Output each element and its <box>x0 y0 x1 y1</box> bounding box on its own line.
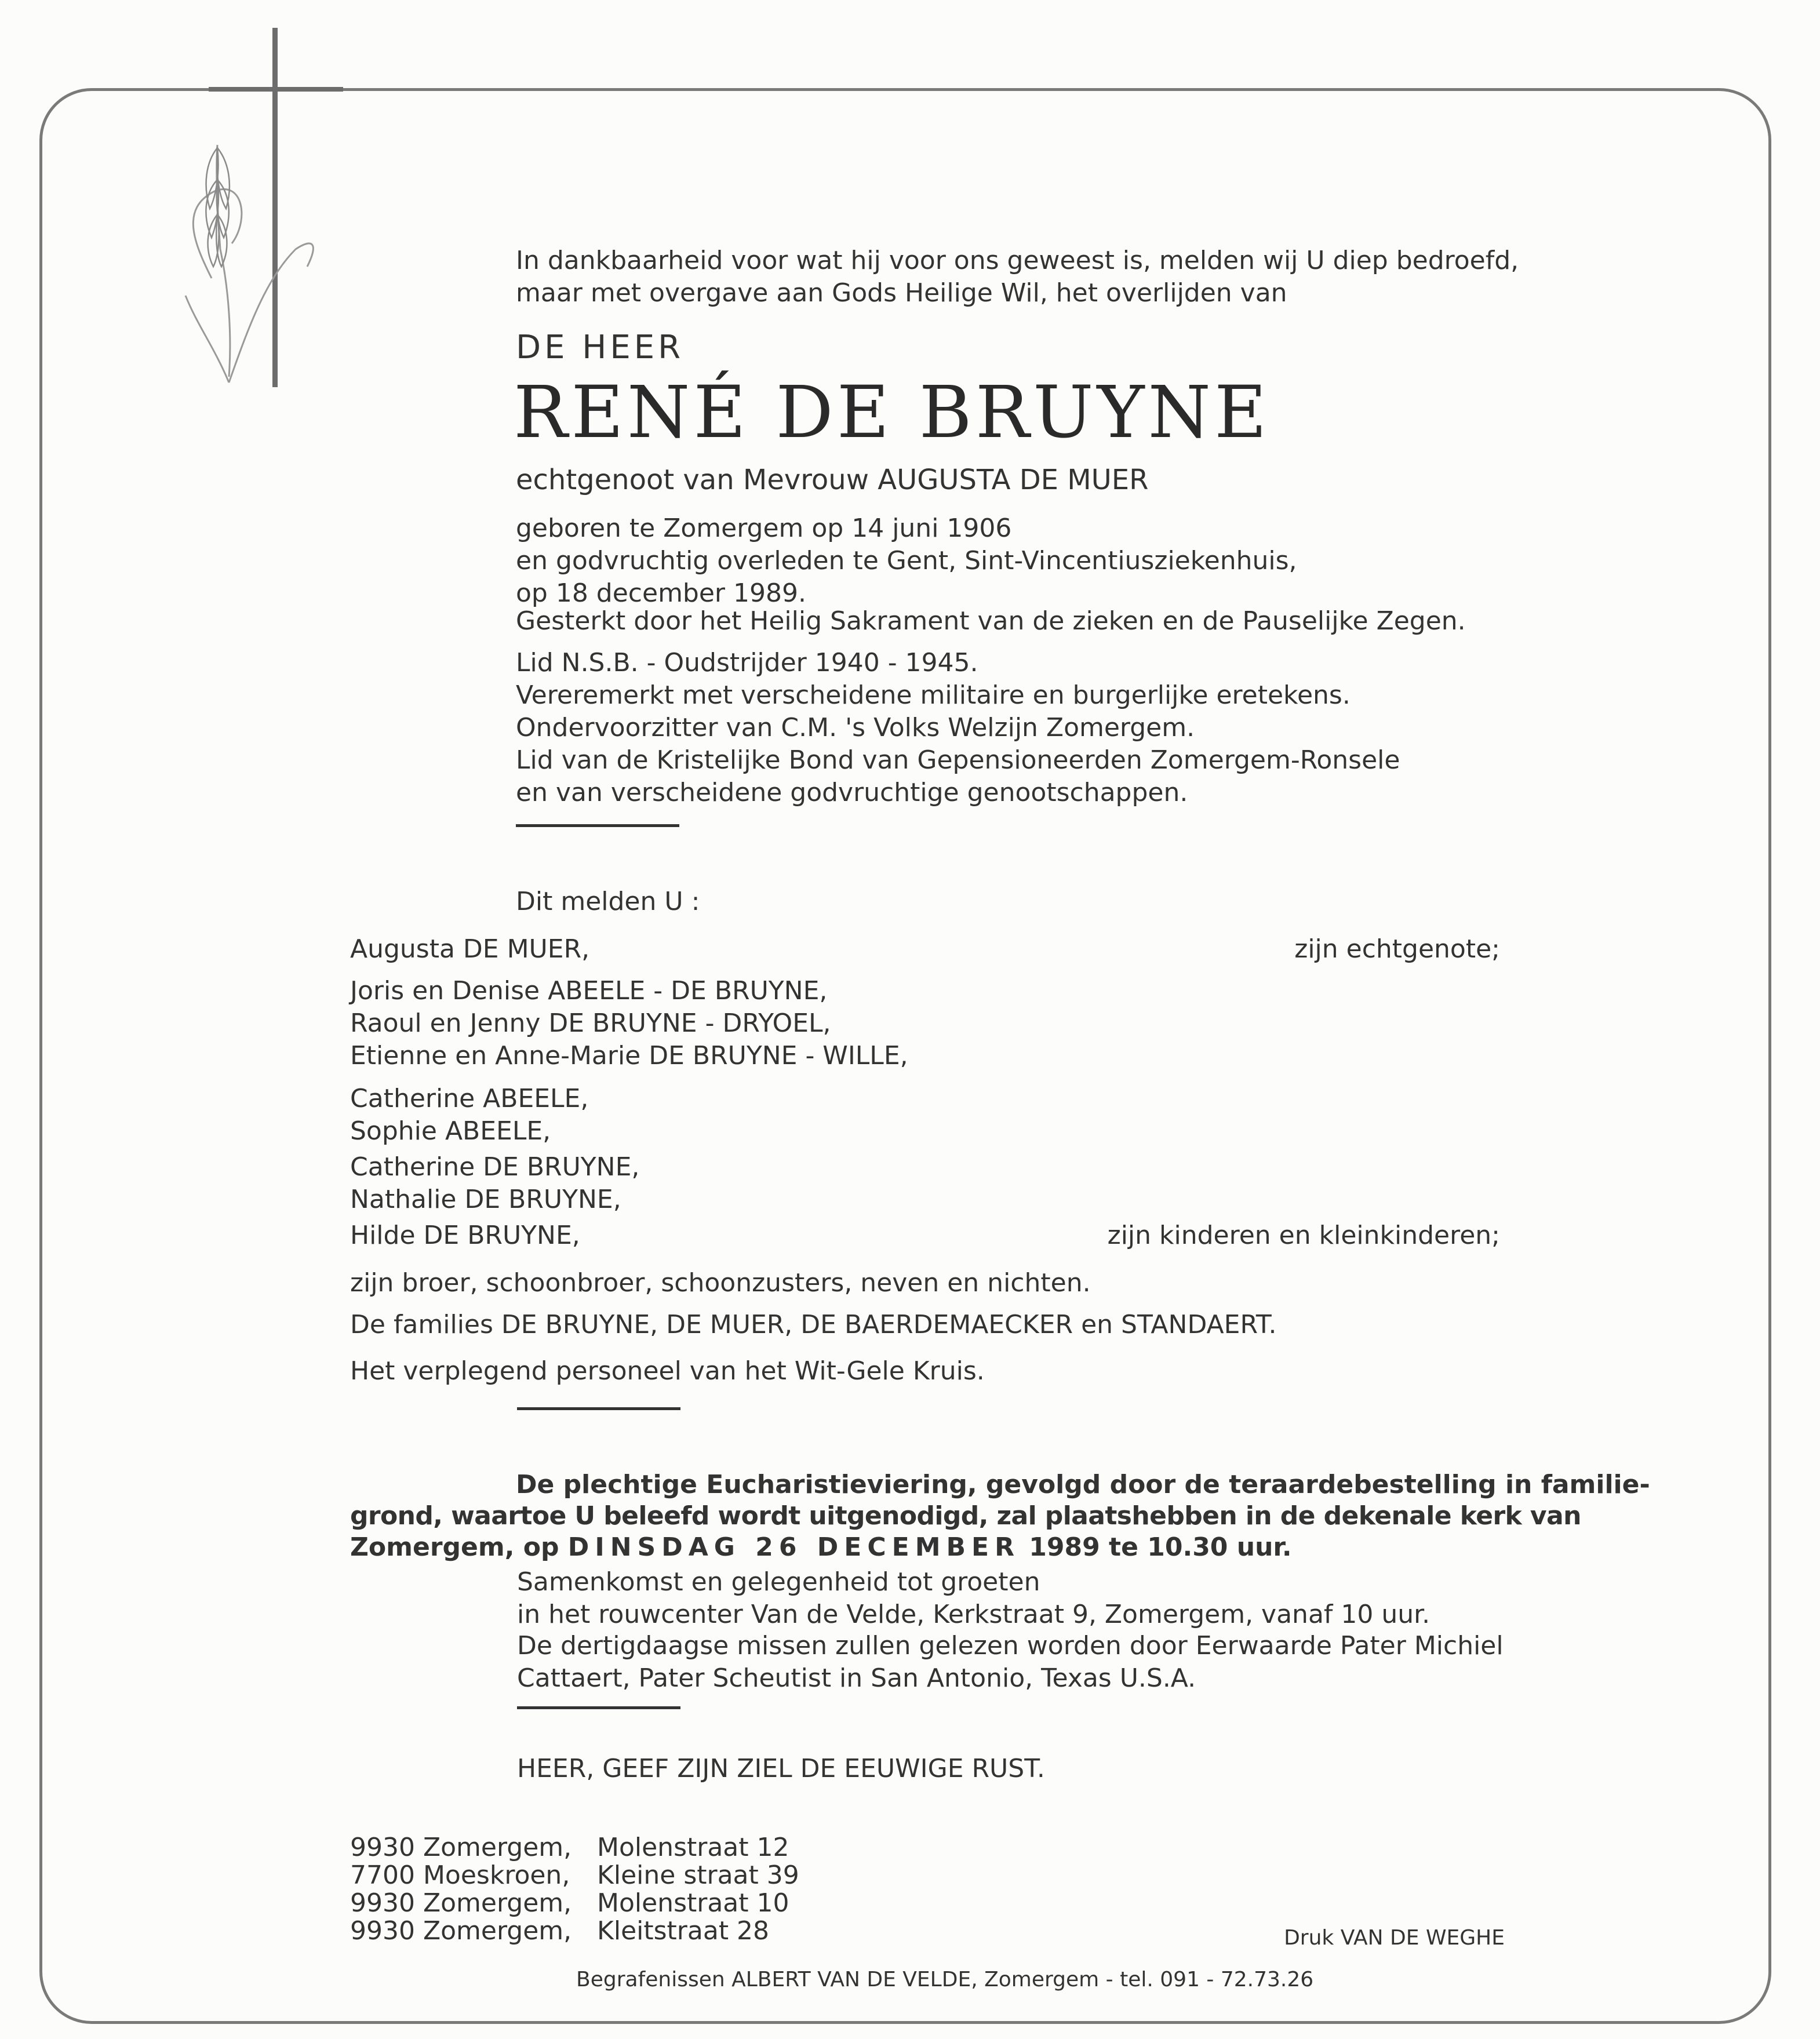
spouse-relation: zijn echtgenote; <box>1294 934 1500 964</box>
address-city-1: 9930 Zomergem, <box>350 1833 572 1862</box>
ceremony-suffix: 1989 te 10.30 uur. <box>1020 1532 1292 1562</box>
intro-line-2: maar met overgave aan Gods Heilige Wil, het overlijden van <box>516 278 1287 308</box>
sacrament-line: Gesterkt door het Heilig Sakrament van de zieken en de Pauselijke Zegen. <box>516 606 1466 636</box>
birth-death-block <box>516 512 1297 610</box>
relatives-line: zijn broer, schoonbroer, schoonzusters, neven en nichten. <box>350 1268 1091 1298</box>
address-city-2: 7700 Moeskroen, <box>350 1860 570 1890</box>
death-date-line: op 18 december 1989. <box>516 578 806 608</box>
membership-line-4: Lid van de Kristelijke Bond van Gepensioneerden Zomergem-Ronsele <box>516 745 1400 775</box>
spouse-name: Augusta DE MUER, <box>350 934 590 964</box>
grandchild-5: Hilde DE BRUYNE, <box>350 1221 580 1250</box>
cross-with-wheat-icon <box>162 23 359 394</box>
ceremony-date: DINSDAG 26 DECEMBER <box>567 1532 1020 1562</box>
deceased-name: RENÉ DE BRUYNE <box>514 371 1271 454</box>
grandchild-1: Catherine ABEELE, <box>350 1084 589 1113</box>
spouse-line: echtgenoot van Mevrouw AUGUSTA DE MUER <box>516 464 1149 496</box>
grandchild-4: Nathalie DE BRUYNE, <box>350 1185 621 1214</box>
child-2: Raoul en Jenny DE BRUYNE - DRYOEL, <box>350 1008 831 1038</box>
membership-line-1: Lid N.S.B. - Oudstrijder 1940 - 1945. <box>516 648 978 678</box>
masses-line-2: Cattaert, Pater Scheutist in San Antonio, Texas U.S.A. <box>517 1663 1196 1693</box>
address-street-2: Kleine straat 39 <box>597 1860 799 1890</box>
children-relation: zijn kinderen en kleinkinderen; <box>1107 1221 1500 1250</box>
undertaker-credit: Begrafenissen ALBERT VAN DE VELDE, Zomergem - tel. 091 - 72.73.26 <box>576 1968 1314 1991</box>
masses-line-1: De dertigdaagse missen zullen gelezen worden door Eerwaarde Pater Michiel <box>517 1631 1504 1661</box>
prayer-line: HEER, GEEF ZIJN ZIEL DE EEUWIGE RUST. <box>517 1754 1045 1783</box>
ceremony-line-2: grond, waartoe U beleefd wordt uitgenodigd, zal plaatshebben in de dekenale kerk van <box>350 1501 1581 1531</box>
ceremony-line-1: De plechtige Eucharistieviering, gevolgd door de teraardebestelling in familie- <box>516 1470 1650 1499</box>
ceremony-line-3 <box>350 1531 1292 1564</box>
families-line: De families DE BRUYNE, DE MUER, DE BAERDEMAECKER en STANDAERT. <box>350 1310 1277 1339</box>
address-city-3: 9930 Zomergem, <box>350 1888 572 1918</box>
divider-2 <box>517 1407 680 1410</box>
address-cities <box>350 1834 572 1945</box>
ceremony-prefix: Zomergem, op <box>350 1532 568 1562</box>
grandchild-2: Sophie ABEELE, <box>350 1116 551 1146</box>
grandchild-3: Catherine DE BRUYNE, <box>350 1152 640 1182</box>
gathering-line-1: Samenkomst en gelegenheid tot groeten <box>517 1567 1040 1597</box>
intro-text <box>516 245 1519 310</box>
address-city-4: 9930 Zomergem, <box>350 1916 572 1946</box>
masses-block <box>517 1630 1504 1695</box>
divider-1 <box>516 824 679 827</box>
nursing-line: Het verplegend personeel van het Wit-Gele Kruis. <box>350 1356 985 1386</box>
divider-3 <box>517 1706 680 1709</box>
address-street-3: Molenstraat 10 <box>597 1888 789 1918</box>
gathering-line-2: in het rouwcenter Van de Velde, Kerkstraat 9, Zomergem, vanaf 10 uur. <box>517 1600 1430 1629</box>
children-block <box>350 975 908 1072</box>
gathering-block <box>517 1566 1430 1631</box>
membership-line-5: en van verscheidene godvruchtige genootschappen. <box>516 778 1188 807</box>
grandchildren-group-2 <box>350 1151 639 1216</box>
memberships-block <box>516 679 1400 809</box>
printer-credit: Druk VAN DE WEGHE <box>1284 1926 1505 1950</box>
salutation: DE HEER <box>516 329 685 366</box>
address-street-1: Molenstraat 12 <box>597 1833 789 1862</box>
intro-line-1: In dankbaarheid voor wat hij voor ons geweest is, melden wij U diep bedroefd, <box>516 246 1519 275</box>
address-streets <box>597 1834 799 1945</box>
membership-line-2: Vereremerkt met verscheidene militaire en burgerlijke eretekens. <box>516 680 1351 710</box>
birth-line: geboren te Zomergem op 14 juni 1906 <box>516 514 1012 543</box>
child-1: Joris en Denise ABEELE - DE BRUYNE, <box>350 976 828 1006</box>
announcers-intro: Dit melden U : <box>516 887 700 916</box>
membership-line-3: Ondervoorzitter van C.M. 's Volks Welzijn Zomergem. <box>516 713 1195 742</box>
address-street-4: Kleitstraat 28 <box>597 1916 770 1946</box>
death-line: en godvruchtig overleden te Gent, Sint-Vincentiusziekenhuis, <box>516 546 1297 576</box>
grandchildren-group-1 <box>350 1083 588 1148</box>
child-3: Etienne en Anne-Marie DE BRUYNE - WILLE, <box>350 1041 908 1071</box>
